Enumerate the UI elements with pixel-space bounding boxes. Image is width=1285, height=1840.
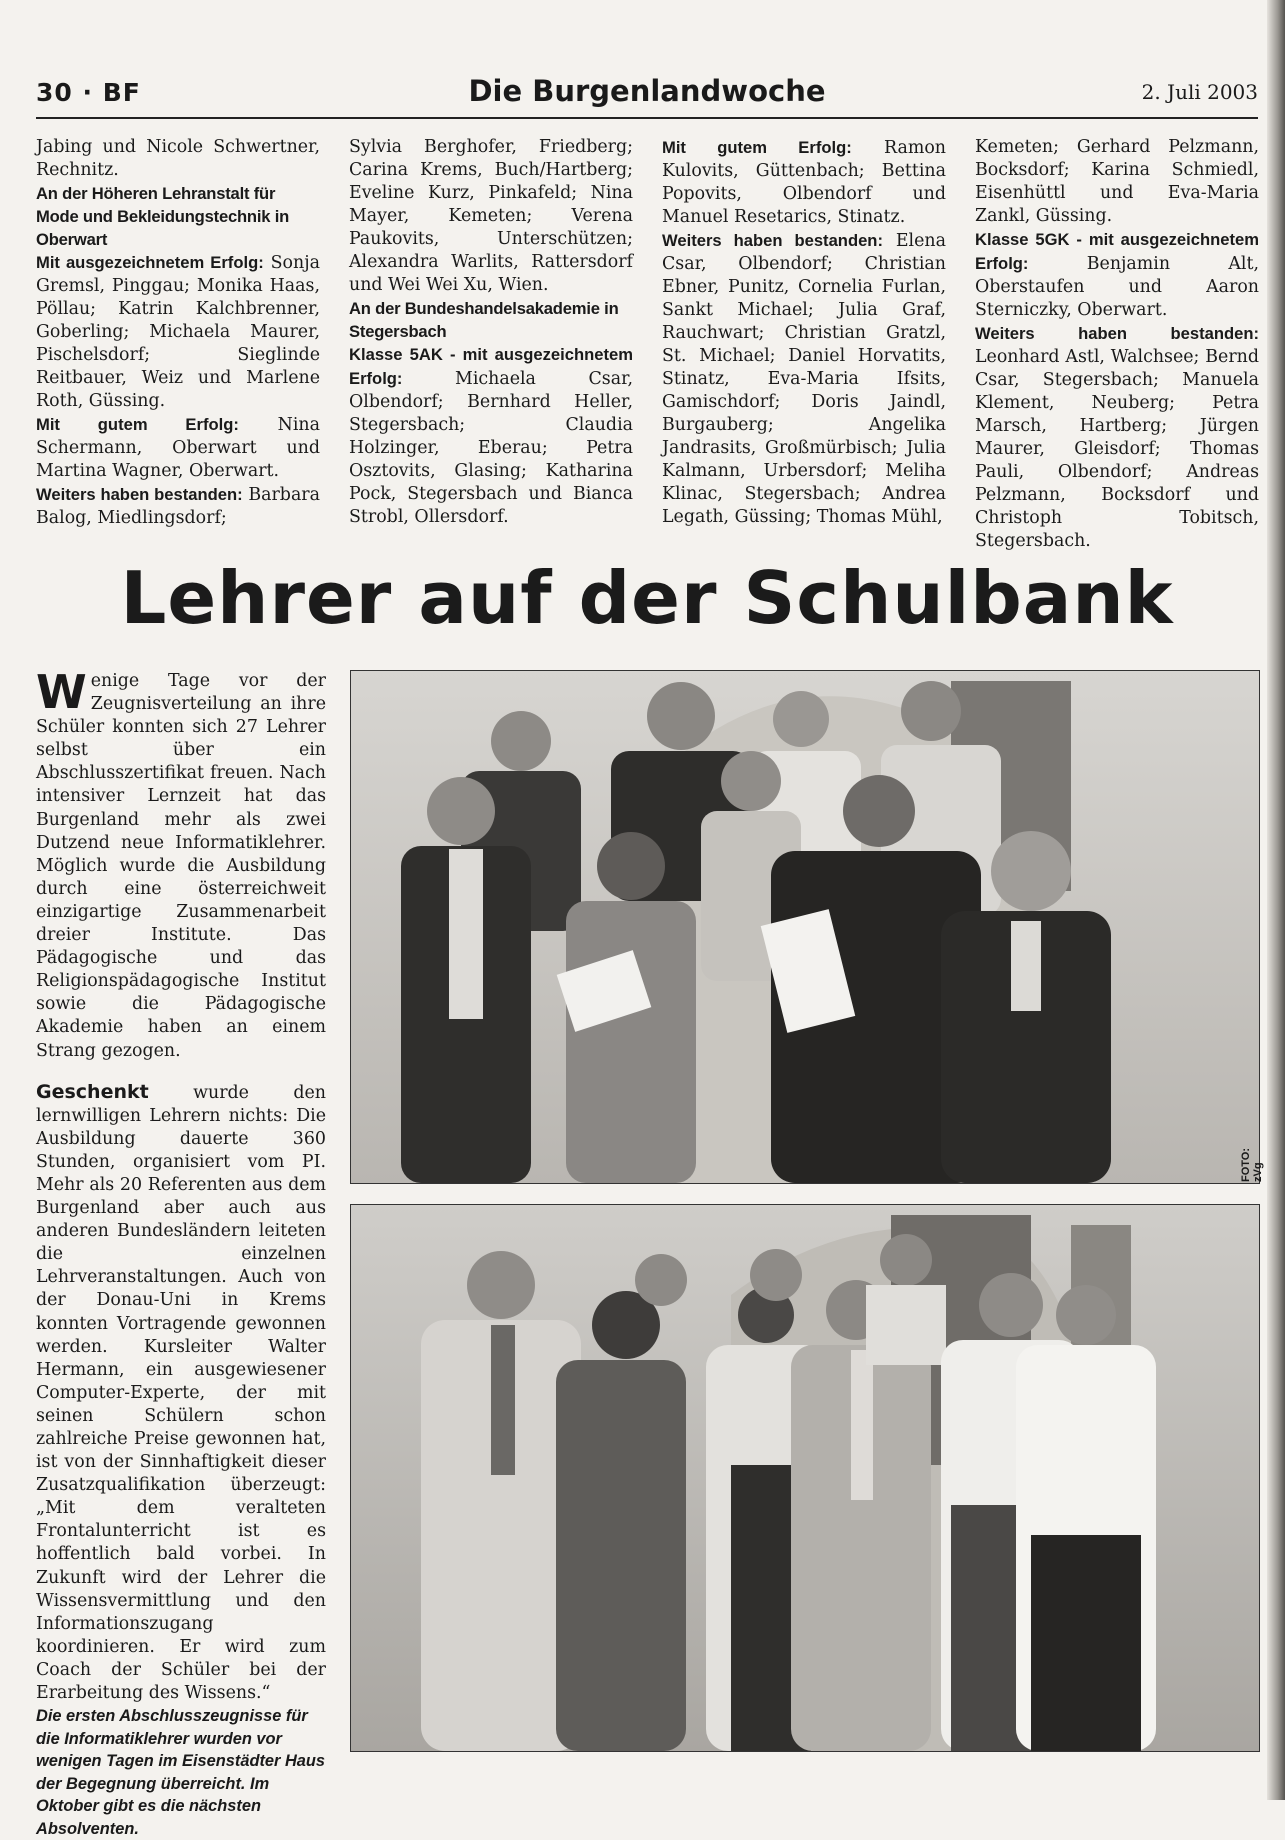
column-block-text: Sonja Gremsl, Pinggau; Monika Haas, Pöllau; Katrin Kalchbrenner, Goberling; Michaela Maurer, Pischelsdorf; Sieglinde Reitbauer, Weiz und Marlene Roth, Güssing. (36, 253, 320, 411)
column-block-label: Weiters haben bestanden: (662, 231, 883, 250)
column-block-text: Michaela Csar, Olbendorf; Bernhard Heller, Stegersbach; Claudia Holzinger, Eberau; Petra Osztovits, Glasing; Katharina Pock, Stegersbach und Bianca Strobl, Ollersdorf. (349, 369, 633, 527)
column-block: Kemeten; Gerhard Pelzmann, Bocksdorf; Karina Schmiedl, Eisenhüttl und Eva-Maria Zankl, Güssing. (975, 137, 1259, 226)
article-body (36, 665, 326, 1840)
group-photo-bottom (350, 1204, 1260, 1752)
column-block: Sylvia Berghofer, Friedberg; Carina Krems, Buch/Hartberg; Eveline Kurz, Pinkafeld; Nina Mayer, Kemeten; Verena Paukovits, Unterschützen; Alexandra Warlits, Rattersdorf und Wei Wei Xu, Wien. (349, 137, 633, 295)
column-1 (36, 136, 320, 530)
header-rule (36, 117, 1258, 119)
group-photo-top (350, 670, 1260, 1184)
column-block (662, 136, 946, 229)
column-block: An der Bundeshandelsakademie in Stegersbach (349, 299, 619, 341)
column-block (975, 228, 1259, 322)
drop-cap: W (36, 665, 87, 719)
column-block-text: Benjamin Alt, Oberstaufen und Aaron Sterniczky, Oberwart. (975, 254, 1259, 320)
article-headline: Lehrer auf der Schulbank (120, 556, 1174, 640)
column-block: Jabing und Nicole Schwertner, Rechnitz. (36, 137, 320, 180)
column-block-label: Mit gutem Erfolg: (662, 138, 852, 157)
column-block (975, 322, 1259, 553)
column-block: An der Höheren Lehranstalt für Mode und Bekleidungstechnik in Oberwart (36, 184, 290, 249)
column-block-label: Weiters haben bestanden: (36, 485, 243, 504)
column-block-text: Nina Schermann, Oberwart und Martina Wagner, Oberwart. (36, 415, 320, 481)
column-block-text: Leonhard Astl, Walchsee; Bernd Csar, Stegersbach; Manuela Klement, Neuberg; Petra Marsch, Hartberg; Jürgen Maurer, Gleisdorf; Thomas Pauli, Olbendorf; Andreas Pelzmann, Bocksdorf und Christoph Tobitsch, Stegersbach. (975, 347, 1259, 551)
column-3 (662, 136, 946, 529)
column-block-label: Mit gutem Erfolg: (36, 415, 239, 434)
column-block (36, 483, 320, 530)
column-block (36, 413, 320, 483)
column-block-label: Klasse 5AK - mit ausgezeichnetem Erfolg: (349, 345, 633, 388)
column-block-label: Mit ausgezeichnetem Erfolg: (36, 253, 264, 272)
issue-date: 2. Juli 2003 (1141, 80, 1258, 104)
article-paragraph-2: Geschenkt wurde den lernwilligen Lehrern nichts: Die Ausbildung dauerte 360 Stunden, organisiert vom PI. Mehr als 20 Referenten aus dem Burgenland aber auch aus anderen Bundesländern leiteten die einzelnen Lehrveranstaltungen. Auch von der Donau-Uni in Krems konnten Vortragende gewonnen werden. Kursleiter Walter Hermann, ein ausgewiesener Computer-Experte, der mit seinen Schülern schon zahlreiche Preise gewonnen hat, ist von der Sinnhaftigkeit dieser Zusatzqualifikation überzeugt: „Mit dem veralteten Frontalunterricht ist es hoffentlich bald vorbei. In Zukunft wird der Lehrer die Wissensvermittlung und den Informationszugang koordinieren. Er wird zum Coach der Schüler bei der Erarbeitung des Wissens.“ (36, 1080, 326, 1704)
column-block-text: Ramon Kulovits, Güttenbach; Bettina Popovits, Olbendorf und Manuel Resetarics, Stinatz. (662, 138, 946, 227)
column-4 (975, 136, 1259, 553)
newspaper-title: Die Burgenlandwoche (468, 74, 826, 108)
column-block (36, 251, 320, 413)
column-block-text: Elena Csar, Olbendorf; Christian Ebner, Punitz, Cornelia Furlan, Sankt Michael; Julia Graf, Rauchwart; Christian Gratzl, St. Michael; Daniel Horvatits, Stinatz, Eva-Maria Ifsits, Gamischdorf; Doris Jaindl, Burgauberg; Angelika Jandrasits, Großmürbisch; Julia Kalmann, Urbersdorf; Meliha Klinac, Stegersbach; Andrea Legath, Güssing; Thomas Mühl, (662, 231, 946, 527)
column-block-text: Barbara Balog, Miedlingsdorf; (36, 485, 320, 528)
page-header (36, 74, 1258, 118)
column-block (662, 229, 946, 529)
column-block-label: Klasse 5GK - mit ausgezeichnetem Erfolg: (975, 230, 1259, 273)
column-2 (349, 136, 633, 529)
lead-word: Geschenkt (36, 1080, 149, 1103)
section-label: 30 · BF (36, 78, 141, 107)
column-block-label: Weiters haben bestanden: (975, 324, 1259, 343)
graduate-list-columns (36, 136, 1259, 551)
column-block (349, 343, 633, 529)
photo-credit: FOTO: zVg (1240, 1147, 1264, 1182)
article-paragraph-1: Wenige Tage vor der Zeugnisverteilung an ihre Schüler konnten sich 27 Lehrer selbst über ein Abschlusszertifikat freuen. Nach intensiver Lernzeit hat das Burgenland mehr als zwei Dutzend neue Informatiklehrer. Möglich wurde die Ausbildung durch eine österreichweit einzigartige Zusammenarbeit dreier Institute. Das Pädagogische und das Religionspädagogische Institut sowie die Pädagogische Akademie haben an einem Strang gezogen. (36, 665, 326, 1061)
photo-caption: Die ersten Abschlusszeugnisse für die Informatiklehrer wurden vor wenigen Tagen im Eisenstädter Haus der Begegnung überreicht. Im Oktober gibt es die nächsten Absolventen. (36, 1707, 326, 1838)
page-spine-shadow (1267, 0, 1285, 1800)
